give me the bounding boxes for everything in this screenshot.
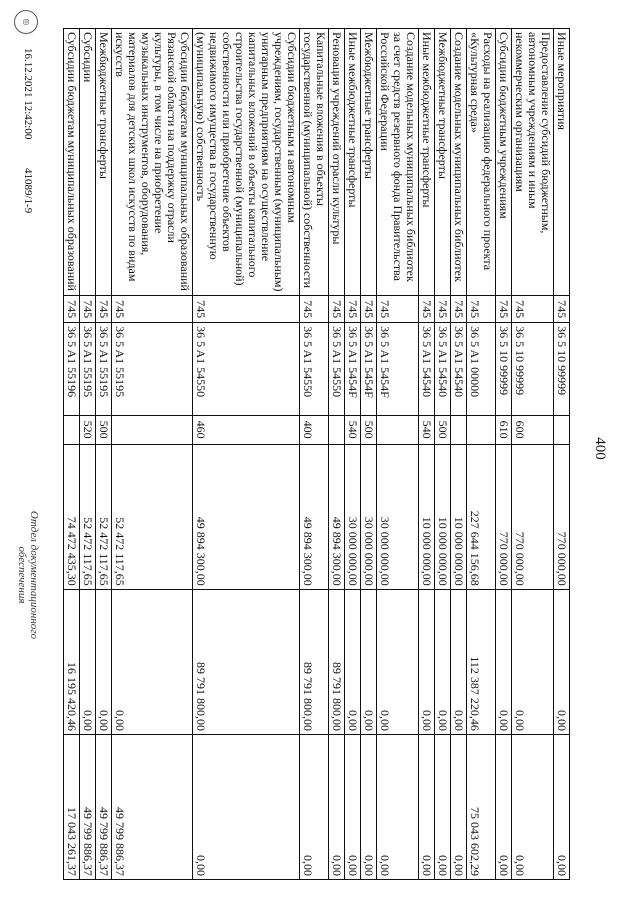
- row-amount-3: 0,00: [435, 734, 451, 879]
- row-amount-3: 0,00: [361, 734, 377, 879]
- row-vr: [554, 415, 570, 444]
- row-amount-2: 0,00: [96, 589, 112, 734]
- row-name: Иные межбюджетные трансферты: [419, 29, 435, 296]
- row-grbs: 745: [496, 296, 512, 323]
- table-row: [345, 29, 361, 880]
- department-stamp-line2: обеспечения: [16, 546, 28, 604]
- row-amount-3: 0,00: [512, 734, 554, 879]
- row-amount-2: 0,00: [345, 589, 361, 734]
- row-amount-2: 0,00: [451, 589, 467, 734]
- row-grbs: 745: [80, 296, 96, 323]
- row-amount-1: 30 000 000,00: [361, 444, 377, 589]
- row-amount-3: 49 799 886,37: [112, 734, 193, 879]
- row-amount-2: 0,00: [554, 589, 570, 734]
- table-row: [512, 29, 554, 880]
- row-amount-1: 52 472 117,65: [80, 444, 96, 589]
- row-vr: [377, 415, 419, 444]
- row-grbs: 745: [329, 296, 345, 323]
- row-grbs: 745: [112, 296, 193, 323]
- page-footer: [2, 10, 42, 890]
- row-csr: 36 5 A1 54550: [300, 323, 329, 416]
- row-vr: 500: [435, 415, 451, 444]
- department-stamp: [16, 490, 40, 660]
- row-amount-2: 0,00: [435, 589, 451, 734]
- row-vr: 540: [419, 415, 435, 444]
- row-amount-1: 49 894 300,00: [300, 444, 329, 589]
- row-grbs: 745: [512, 296, 554, 323]
- row-name: Иные мероприятия: [554, 29, 570, 296]
- row-vr: [112, 415, 193, 444]
- row-amount-1: 227 644 156,68: [467, 444, 496, 589]
- table-row: [435, 29, 451, 880]
- table-row: [554, 29, 570, 880]
- row-amount-1: 52 472 117,65: [112, 444, 193, 589]
- row-name: Создание модельных муниципальных библиотек: [451, 29, 467, 296]
- row-amount-1: 30 000 000,00: [345, 444, 361, 589]
- row-name: Иные межбюджетные трансферты: [345, 29, 361, 296]
- row-csr: 36 5 A1 55196: [64, 323, 80, 416]
- table-row: [496, 29, 512, 880]
- row-name: Реновация учреждений отрасли культуры: [329, 29, 345, 296]
- row-amount-3: 0,00: [419, 734, 435, 879]
- row-amount-3: 0,00: [451, 734, 467, 879]
- row-name: Межбюджетные трансферты: [361, 29, 377, 296]
- row-name: Межбюджетные трансферты: [435, 29, 451, 296]
- row-amount-1: 770 000,00: [554, 444, 570, 589]
- row-amount-1: 10 000 000,00: [451, 444, 467, 589]
- row-amount-2: 0,00: [377, 589, 419, 734]
- row-amount-1: 49 894 300,00: [193, 444, 300, 589]
- table-row: [193, 29, 300, 880]
- row-amount-2: 0,00: [80, 589, 96, 734]
- row-csr: 36 5 A1 54540: [419, 323, 435, 416]
- row-amount-1: 770 000,00: [512, 444, 554, 589]
- row-grbs: 745: [554, 296, 570, 323]
- table-row: [112, 29, 193, 880]
- row-vr: 610: [496, 415, 512, 444]
- row-amount-2: 89 791 800,00: [300, 589, 329, 734]
- row-csr: 36 5 10 99999: [496, 323, 512, 416]
- row-name: Субсидии: [80, 29, 96, 296]
- row-grbs: 745: [467, 296, 496, 323]
- row-amount-2: 112 387 220,46: [467, 589, 496, 734]
- row-amount-2: 0,00: [496, 589, 512, 734]
- row-csr: 36 5 A1 5454F: [345, 323, 361, 416]
- row-csr: 36 5 A1 54540: [435, 323, 451, 416]
- row-amount-1: 74 472 435,30: [64, 444, 80, 589]
- row-vr: [467, 415, 496, 444]
- row-amount-1: 52 472 117,65: [96, 444, 112, 589]
- row-grbs: 745: [377, 296, 419, 323]
- row-amount-3: 0,00: [496, 734, 512, 879]
- row-amount-1: 10 000 000,00: [419, 444, 435, 589]
- row-amount-2: 0,00: [419, 589, 435, 734]
- row-csr: 36 5 A1 54540: [451, 323, 467, 416]
- row-name: Капитальные вложения в объекты государственной (муниципальной) собственности: [300, 29, 329, 296]
- row-grbs: 745: [64, 296, 80, 323]
- row-amount-1: 49 894 300,00: [329, 444, 345, 589]
- footer-timestamp: 16.12.2021 12:42:00: [22, 48, 34, 140]
- row-vr: [451, 415, 467, 444]
- table-row: [64, 29, 80, 880]
- row-vr: 540: [345, 415, 361, 444]
- row-csr: 36 5 10 99999: [512, 323, 554, 416]
- row-amount-2: 0,00: [512, 589, 554, 734]
- table-row: [377, 29, 419, 880]
- row-name: Межбюджетные трансферты: [96, 29, 112, 296]
- row-vr: 600: [512, 415, 554, 444]
- row-name: Создание модельных муниципальных библиотек за счет средств резервного фонда Правительства Российской Федерации: [377, 29, 419, 296]
- row-amount-2: 89 791 800,00: [329, 589, 345, 734]
- department-stamp-line1: Отдел документационного: [28, 510, 40, 640]
- row-name: Субсидии бюджетным учреждениям: [496, 29, 512, 296]
- row-amount-2: 16 195 420,46: [64, 589, 80, 734]
- row-amount-3: 0,00: [329, 734, 345, 879]
- row-vr: 460: [193, 415, 300, 444]
- row-grbs: 745: [451, 296, 467, 323]
- row-name: Субсидии бюджетам муниципальных образований: [64, 29, 80, 296]
- row-grbs: 745: [435, 296, 451, 323]
- row-grbs: 745: [419, 296, 435, 323]
- row-amount-1: 30 000 000,00: [377, 444, 419, 589]
- row-name: Предоставление субсидий бюджетным, автономным учреждениям и иным некоммерческим организациям: [512, 29, 554, 296]
- row-grbs: 745: [300, 296, 329, 323]
- row-csr: 36 5 A1 54550: [329, 323, 345, 416]
- row-amount-3: 0,00: [377, 734, 419, 879]
- row-csr: 36 5 A1 5454F: [377, 323, 419, 416]
- page-number: 400: [591, 437, 608, 460]
- row-csr: 36 5 A1 5454F: [361, 323, 377, 416]
- footer-doc-id: 41089/1-9: [22, 168, 34, 214]
- row-csr: 36 5 10 99999: [554, 323, 570, 416]
- row-amount-3: 0,00: [554, 734, 570, 879]
- row-name: Субсидии бюджетным и автономным учреждениям, государственным (муниципальным) унитарным предприятиям на осуществление капитальных вложений в объекты капитального строительства государственной (муниципальной) собственности или приобретение объектов недвижимого имущества в государственную (муниципальную) собственность: [193, 29, 300, 296]
- row-vr: [64, 415, 80, 444]
- row-csr: 36 5 A1 55195: [112, 323, 193, 416]
- row-vr: [329, 415, 345, 444]
- budget-table: [63, 28, 570, 880]
- table-row: [80, 29, 96, 880]
- row-grbs: 745: [361, 296, 377, 323]
- table-row: [329, 29, 345, 880]
- row-amount-3: 0,00: [193, 734, 300, 879]
- row-csr: 36 5 A1 54550: [193, 323, 300, 416]
- row-csr: 36 5 A1 55195: [80, 323, 96, 416]
- row-amount-2: 89 791 800,00: [193, 589, 300, 734]
- table-row: [361, 29, 377, 880]
- row-amount-3: 49 799 886,37: [96, 734, 112, 879]
- row-csr: 36 5 A1 55195: [96, 323, 112, 416]
- row-amount-3: 17 043 261,37: [64, 734, 80, 879]
- row-amount-3: 0,00: [300, 734, 329, 879]
- row-amount-3: 49 799 886,37: [80, 734, 96, 879]
- row-grbs: 745: [345, 296, 361, 323]
- seal-icon: ◎: [14, 10, 38, 34]
- row-vr: 500: [361, 415, 377, 444]
- table-row: [419, 29, 435, 880]
- table-row: [300, 29, 329, 880]
- row-vr: 500: [96, 415, 112, 444]
- row-amount-3: 75 043 602,29: [467, 734, 496, 879]
- table-row: [467, 29, 496, 880]
- row-name: Субсидии бюджетам муниципальных образований Рязанской области на поддержку отрасли культуры, в том числе на приобретение музыкальных инструментов, оборудования, материалов для детских школ искусств по видам искусств: [112, 29, 193, 296]
- row-amount-2: 0,00: [361, 589, 377, 734]
- row-csr: 36 5 A1 00000: [467, 323, 496, 416]
- table-row: [451, 29, 467, 880]
- row-vr: 400: [300, 415, 329, 444]
- table-row: [96, 29, 112, 880]
- row-grbs: 745: [193, 296, 300, 323]
- row-amount-1: 770 000,00: [496, 444, 512, 589]
- row-name: Расходы на реализацию федерального проекта «Культурная среда»: [467, 29, 496, 296]
- row-amount-2: 0,00: [112, 589, 193, 734]
- row-amount-1: 10 000 000,00: [435, 444, 451, 589]
- row-amount-3: 0,00: [345, 734, 361, 879]
- row-vr: 520: [80, 415, 96, 444]
- row-grbs: 745: [96, 296, 112, 323]
